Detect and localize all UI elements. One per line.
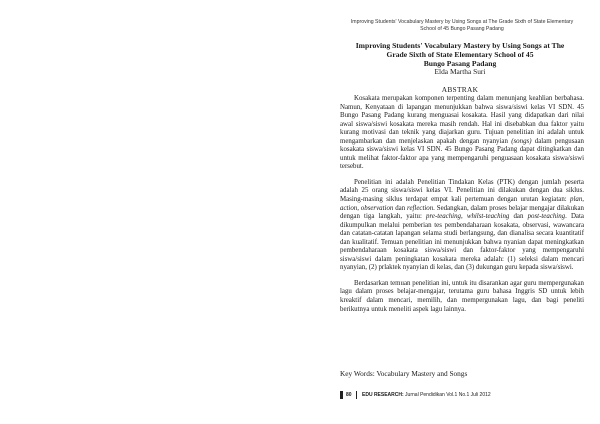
paper-title [334, 41, 586, 68]
title-line3: Bungo Pasang Padang [423, 59, 497, 68]
title-line1: Improving Students' Vocabulary Mastery by Using Songs at The [355, 41, 565, 50]
p1-end-text: dalam pengusaan kosakata siswa/siswi kelas VI SDN. 45 Bungo Pasang Padang dapat ditingkatkan dan untuk melihat faktor-faktor apa yang mempengaruhi penguasaan kosakata siswa/siswi tersebut. [340, 137, 584, 171]
p2-italic-2: reflection [407, 204, 434, 212]
footer-divider [356, 391, 357, 399]
abstract-paragraph-3: Berdasarkan temuan penelitian ini, untuk itu disarankan agar guru mempergunakan lagu dalam proses belajar-mengajar, terutama guru bahasa Inggris SD untuk lebih kreaktif dalam mencari, memilih, dan mempergunakan lagu, dan bagi peneliti berikutnya untuk meneliti aspek lagu lainnya. [340, 279, 584, 313]
p2-text-d: dan [513, 213, 524, 221]
abstract-body [340, 95, 584, 321]
page-number: 80 [346, 392, 352, 398]
p2-text-e: . Data dikumpulkan melalui pemberian tes pembendaharaan kosakata, observasi, wawancara dan catatan-catatan lapangan selama studi berlangsung, dan dianalisa secara kuantitatif dan kualitatif. Temuan penelitian ini menunjukkan bahwa nyanian dapat meningkatkan pembendaharaan kosakata siswa/siswi dan faktor-faktor yang mempengaruhi siswa/siswi dalam peningkatan kosakata mereka adalah: (1) seleksi dalam mencari nyanyian, (2) prlaktek nyanyian di kelas, dan (3) dukungan guru kepada siswa/siswi. [340, 213, 584, 272]
abstract-heading: ABSTRAK [441, 85, 479, 94]
running-header-line1: Improving Students' Vocabulary Mastery by Using Songs at The Grade Sixth of State Elementary [350, 19, 574, 25]
page-footer [340, 391, 586, 399]
running-header-line2: School of 45 Bungo Pasang Padang [420, 26, 504, 32]
journal-citation [362, 391, 491, 399]
footer-bar [340, 391, 343, 399]
author-name: Elda Martha Suri [434, 67, 486, 76]
journal-details: Jurnal Pendidikan Vol.1 No.1 Juli 2012 [403, 392, 491, 398]
p2-text-b: dan [395, 204, 406, 212]
abstract-paragraph-2 [340, 179, 584, 273]
keywords: Key Words: Vocabulary Mastery and Songs [340, 369, 468, 378]
p2-italic-4: post-teaching [527, 213, 566, 221]
p1-italic: (songs) [511, 137, 532, 145]
p2-text-a: Penelitian ini adalah Penelitian Tindakan Kelas (PTK) dengan jumlah peserta adalah 25 orang siswa/siswi kelas VI. Penelitian ini dilakukan dengan dua siklus. Masing-masing siklus terdapat empat kali pertemuan dengan urutan kegiatan: [340, 178, 584, 204]
title-line2: Grade Sixth of State Elementary School of 45 [386, 50, 534, 59]
p2-italic-3: pre-teaching, whilst-teaching [426, 213, 510, 221]
running-header [330, 19, 594, 33]
p2-text-c: . Sedangkan, dalam proses belajar mengajar dilakukan dengan tiga langkah, yaitu: [340, 204, 584, 221]
p1-text: Kosakata merupakan komponen terpenting dalam menunjang keahlian berbahasa. Namun, Kenyataan di lapangan menunjukkan bahwa siswa/siswi kelas VI SDN. 45 Bungo Pasang Padang kurang menguasai kosakata. Hasil yang didapatkan dari nilai awal siswa/siswi kosakata mereka masih rendah. Hal ini disebabkan dua faktor yaitu kurang motivasi dan teknik yang diajarkan guru. Tujuan penelitian ini adalah untuk mengambarkan dan menjelaskan apakah dengan nyanyian [340, 95, 584, 145]
p2-italic-1: plan, action, observation [340, 196, 584, 212]
journal-name: EDU RESEARCH: [362, 392, 404, 398]
abstract-paragraph-1 [340, 95, 584, 172]
